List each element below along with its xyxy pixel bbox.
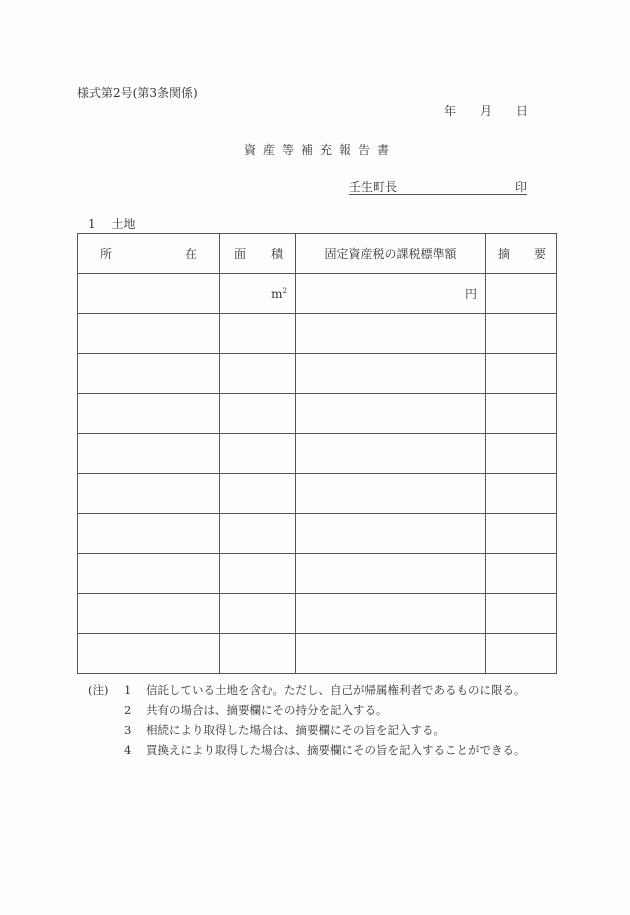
location-cell[interactable]: [78, 434, 220, 474]
remarks-cell[interactable]: [486, 354, 557, 394]
area-cell[interactable]: [220, 474, 296, 514]
table-row: [78, 634, 557, 674]
area-cell[interactable]: [220, 314, 296, 354]
tax-base-cell[interactable]: [296, 434, 486, 474]
table-row: [78, 274, 557, 314]
table-row: [78, 394, 557, 434]
remarks-cell[interactable]: [486, 274, 557, 314]
location-cell[interactable]: [78, 274, 220, 314]
note-item: 2 共有の場合は、摘要欄にその持分を記入する。: [124, 703, 388, 717]
tax-base-cell[interactable]: [296, 514, 486, 554]
area-cell[interactable]: [220, 354, 296, 394]
location-cell[interactable]: [78, 634, 220, 674]
location-cell[interactable]: [78, 474, 220, 514]
tax-base-cell[interactable]: [296, 354, 486, 394]
form-number: 様式第2号(第3条関係): [77, 86, 198, 100]
table-header-row: [78, 234, 557, 274]
table-row: [78, 554, 557, 594]
document-title: 資産等補充報告書: [244, 143, 397, 157]
location-cell[interactable]: [78, 354, 220, 394]
tax-base-cell[interactable]: 円: [296, 274, 486, 314]
tax-base-cell[interactable]: [296, 554, 486, 594]
remarks-cell[interactable]: [486, 634, 557, 674]
seal-label: 印: [514, 180, 527, 194]
table-row: [78, 354, 557, 394]
location-cell[interactable]: [78, 314, 220, 354]
header-area: 面 積: [220, 234, 296, 274]
remarks-cell[interactable]: [486, 434, 557, 474]
land-table: [77, 233, 557, 674]
remarks-cell[interactable]: [486, 474, 557, 514]
table-row: [78, 594, 557, 634]
table-row: [78, 434, 557, 474]
area-cell[interactable]: [220, 514, 296, 554]
addressee-line: [349, 178, 527, 195]
tax-base-cell[interactable]: [296, 634, 486, 674]
tax-base-cell[interactable]: [296, 474, 486, 514]
header-location: 所 在: [78, 234, 220, 274]
area-cell[interactable]: [220, 634, 296, 674]
section-number: 1: [88, 217, 96, 231]
remarks-cell[interactable]: [486, 554, 557, 594]
notes-label: (注): [88, 683, 109, 697]
remarks-cell[interactable]: [486, 314, 557, 354]
note-item: 3 相続により取得した場合は、摘要欄にその旨を記入する。: [124, 723, 445, 737]
remarks-cell[interactable]: [486, 514, 557, 554]
area-cell[interactable]: $m^2$: [220, 274, 296, 314]
area-cell[interactable]: [220, 394, 296, 434]
section-label: 土地: [111, 217, 136, 231]
tax-base-cell[interactable]: [296, 594, 486, 634]
tax-base-cell[interactable]: [296, 314, 486, 354]
tax-base-cell[interactable]: [296, 394, 486, 434]
note-item: (注) 1 信託している土地を含む。ただし、自己が帰属権利者であるものに限る。: [88, 680, 526, 700]
table-row: [78, 514, 557, 554]
note-item: 4 買換えにより取得した場合は、摘要欄にその旨を記入することができる。: [124, 743, 526, 757]
table-row: [78, 474, 557, 514]
location-cell[interactable]: [78, 554, 220, 594]
location-cell[interactable]: [78, 514, 220, 554]
area-cell[interactable]: [220, 434, 296, 474]
addressee-name: 壬生町長: [349, 180, 398, 194]
location-cell[interactable]: [78, 394, 220, 434]
month-label: 月: [480, 104, 493, 118]
area-cell[interactable]: [220, 554, 296, 594]
location-cell[interactable]: [78, 594, 220, 634]
day-label: 日: [516, 104, 529, 118]
area-cell[interactable]: [220, 594, 296, 634]
header-remarks: 摘 要: [486, 234, 557, 274]
remarks-cell[interactable]: [486, 594, 557, 634]
remarks-cell[interactable]: [486, 394, 557, 434]
header-tax-base: 固定資産税の課税標準額: [296, 234, 486, 274]
notes: [88, 680, 526, 760]
section-heading: [88, 215, 135, 232]
table-row: [78, 314, 557, 354]
year-label: 年: [444, 104, 457, 118]
